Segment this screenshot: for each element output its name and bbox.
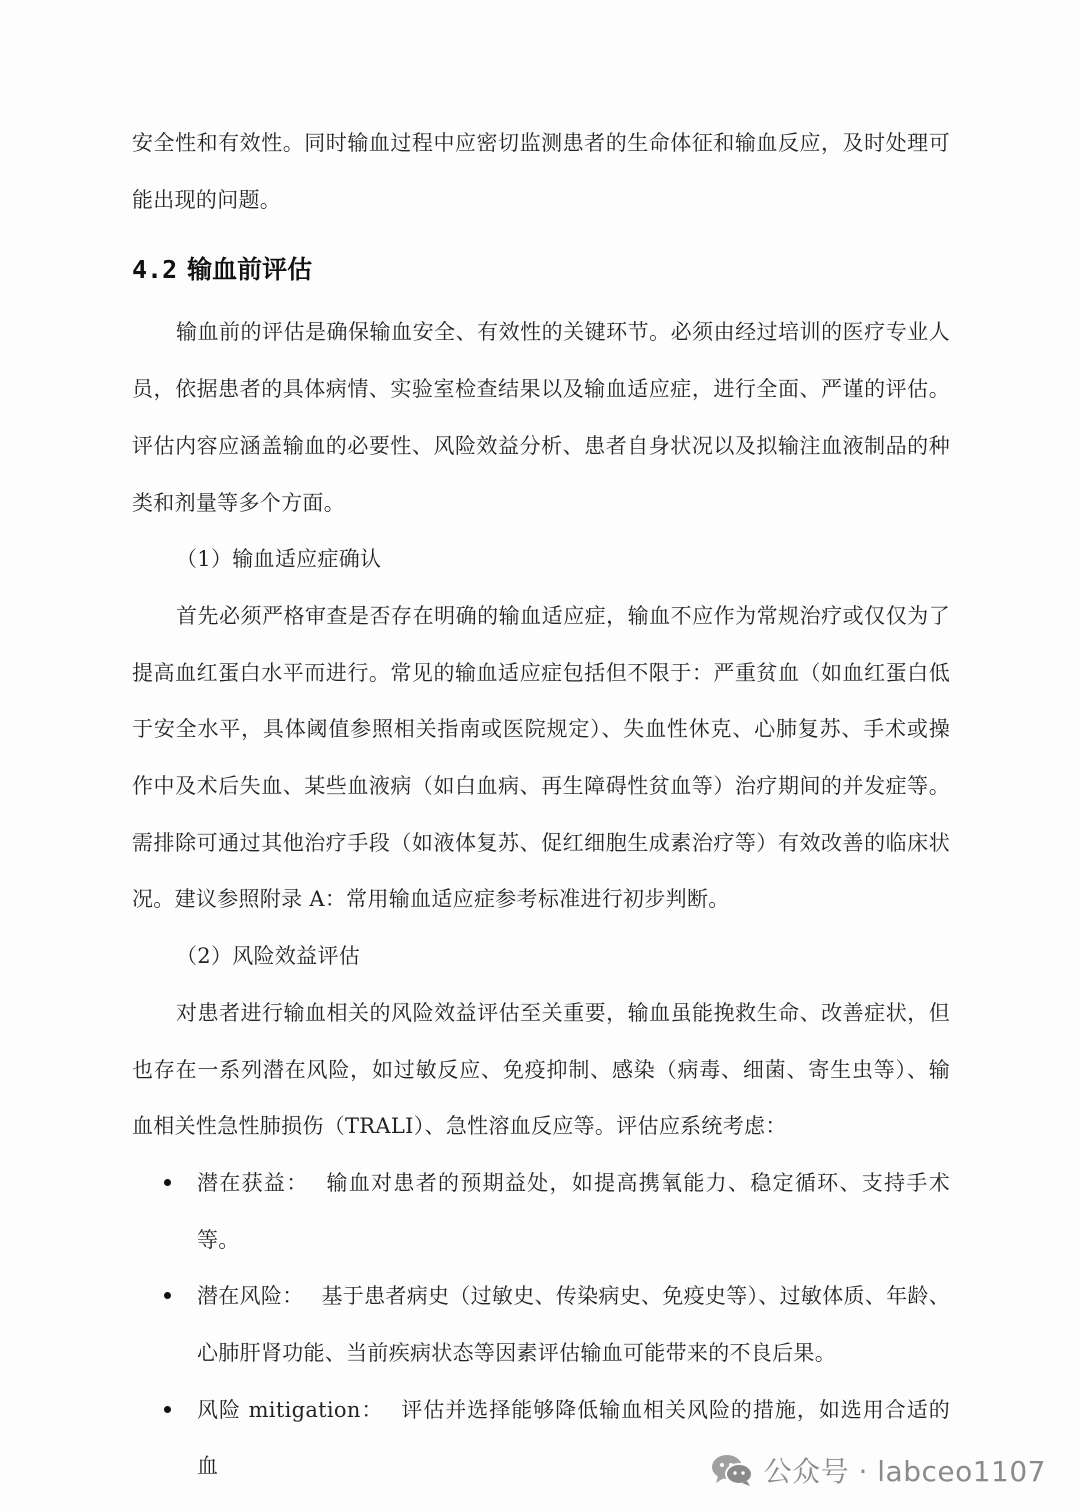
bullet-text: 基于患者病史（过敏史、传染病史、免疫史等）、过敏体质、年龄、心肺肝肾功能、当前疾病状态等因素评估输血可能带来的不良后果。 [197, 1284, 950, 1366]
section-title: 输血前评估 [187, 255, 313, 285]
bullet-dot-icon [164, 1179, 171, 1186]
watermark-text: 公众号 · labceo1107 [763, 1455, 1046, 1488]
section-number: 4.2 [132, 255, 178, 285]
subsection-1-title: （1）输血适应症确认 [176, 547, 382, 572]
bullet-term: 风险 mitigation： [197, 1397, 384, 1422]
bullet-dot-icon [164, 1292, 171, 1299]
bullet-item-risk [132, 1268, 950, 1381]
risk-benefit-paragraph: 对患者进行输血相关的风险效益评估至关重要，输血虽能挽救生命、改善症状，但也存在一系列潜在风险，如过敏反应、免疫抑制、感染（病毒、细菌、寄生虫等）、输血相关性急性肺损伤（TRALI）、急性溶血反应等。评估应系统考虑： [132, 1000, 950, 1139]
wechat-icon [710, 1453, 754, 1487]
section-heading [132, 242, 950, 298]
intro-paragraph: 安全性和有效性。同时输血过程中应密切监测患者的生命体征和输血反应，及时处理可能出现的问题。 [132, 131, 950, 212]
evaluation-paragraph: 输血前的评估是确保输血安全、有效性的关键环节。必须由经过培训的医疗专业人员，依据患者的具体病情、实验室检查结果以及输血适应症，进行全面、严谨的评估。评估内容应涵盖输血的必要性、风险效益分析、患者自身状况以及拟输注血液制品的种类和剂量等多个方面。 [132, 320, 950, 515]
bullet-term: 潜在获益： [197, 1170, 309, 1195]
bullet-item-benefit [132, 1155, 950, 1268]
bullet-text: 评估并选择能够降低输血相关风险的措施，如选用合适的血 [197, 1397, 951, 1479]
watermark [710, 1448, 1046, 1492]
bullet-term: 潜在风险： [197, 1284, 304, 1309]
bullet-text: 输血对患者的预期益处，如提高携氧能力、稳定循环、支持手术等。 [197, 1170, 950, 1252]
document-content [132, 115, 950, 1495]
evaluation-bullet-list [132, 1155, 950, 1495]
indication-paragraph: 首先必须严格审查是否存在明确的输血适应症，输血不应作为常规治疗或仅仅为了提高血红蛋白水平而进行。常见的输血适应症包括但不限于：严重贫血（如血红蛋白低于安全水平，具体阈值参照相关指南或医院规定）、失血性休克、心肺复苏、手术或操作中及术后失血、某些血液病（如白血病、再生障碍性贫血等）治疗期间的并发症等。需排除可通过其他治疗手段（如液体复苏、促红细胞生成素治疗等）有效改善的临床状况。建议参照附录 A：常用输血适应症参考标准进行初步判断。 [132, 603, 950, 912]
bullet-dot-icon [164, 1406, 171, 1413]
subsection-2-title: （2）风险效益评估 [176, 944, 361, 969]
